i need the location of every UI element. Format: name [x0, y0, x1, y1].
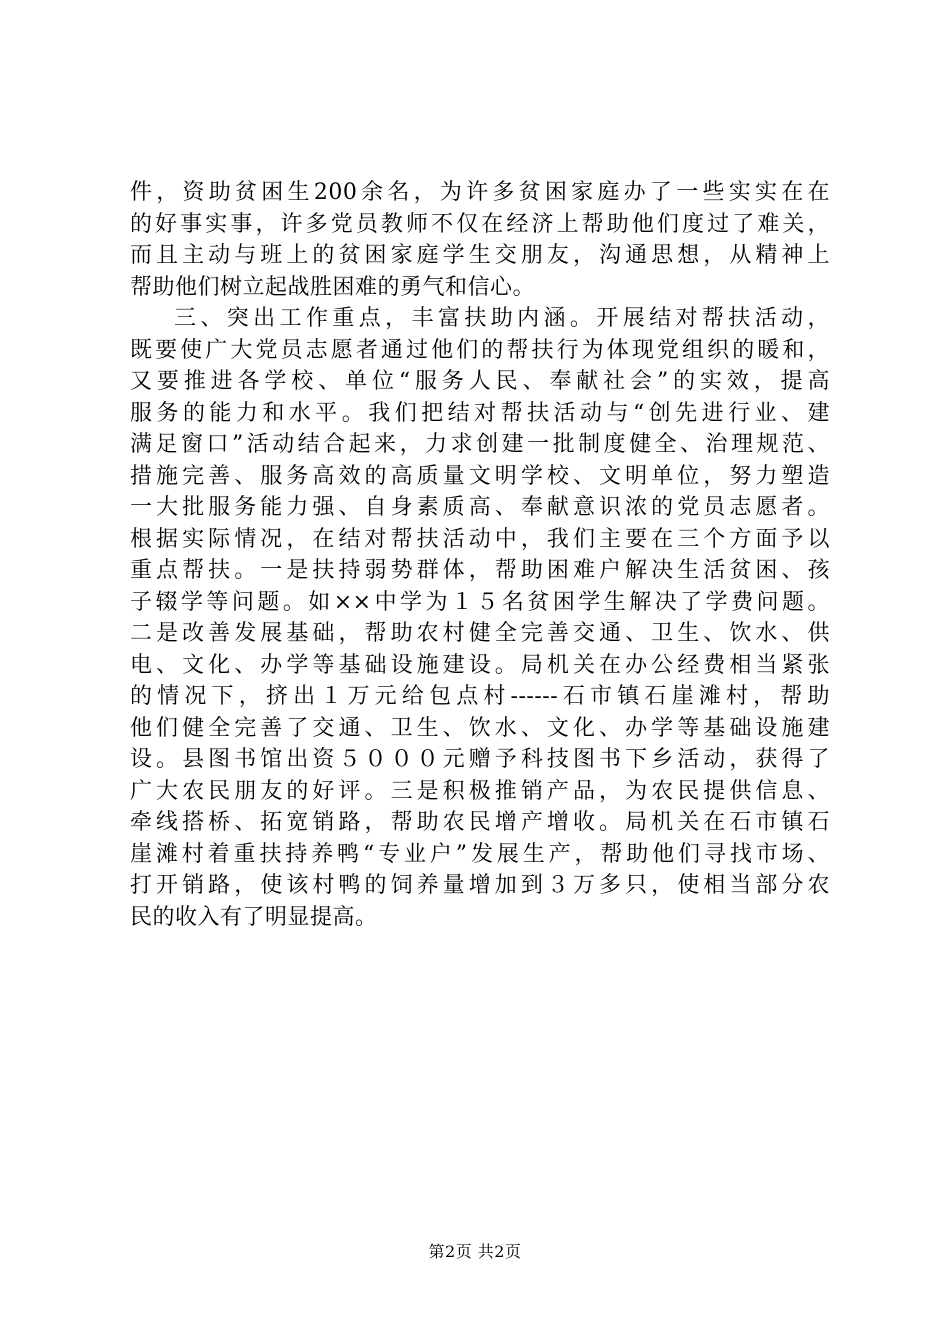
text-line: 广大农民朋友的好评。三是积极推销产品，为农民提供信息、 — [130, 778, 830, 804]
page-number-footer: 第2页 共2页 — [428, 1242, 522, 1261]
text-line: 一大批服务能力强、自身素质高、奉献意识浓的党员志愿者。 — [130, 495, 830, 520]
text-line: 打开销路，使该村鸭的饲养量增加到３万多只，使相当部分农 — [130, 873, 830, 898]
text-line: 件，资助贫困生200余名，为许多贫困家庭办了一些实实在在 — [130, 180, 830, 205]
text-line: 帮助他们树立起战胜困难的勇气和信心。 — [130, 274, 536, 300]
paragraph-start-line: 三、突出工作重点，丰富扶助内涵。开展结对帮扶活动， — [174, 306, 830, 331]
text-line: 满足窗口”活动结合起来，力求创建一批制度健全、治理规范、 — [130, 432, 830, 457]
text-line: 崖滩村着重扶持养鸭“专业户”发展生产，帮助他们寻找市场、 — [130, 841, 830, 867]
text-line: 服务的能力和水平。我们把结对帮扶活动与“创先进行业、建 — [130, 400, 830, 426]
text-line: 重点帮扶。一是扶持弱势群体，帮助困难户解决生活贫困、孩 — [130, 558, 830, 583]
text-line: 又要推进各学校、单位“服务人民、奉献社会”的实效，提高 — [130, 369, 830, 394]
text-line: 民的收入有了明显提高。 — [130, 904, 378, 930]
text-line: 电、文化、办学等基础设施建设。局机关在办公经费相当紧张 — [130, 652, 830, 678]
document-body — [130, 177, 830, 933]
text-line: 根据实际情况，在结对帮扶活动中，我们主要在三个方面予以 — [130, 526, 830, 552]
text-line: 而且主动与班上的贫困家庭学生交朋友，沟通思想，从精神上 — [130, 243, 830, 268]
text-line: 的好事实事，许多党员教师不仅在经济上帮助他们度过了难关， — [130, 211, 830, 237]
text-line: 设。县图书馆出资５０００元赠予科技图书下乡活动，获得了 — [130, 747, 830, 772]
text-line: 的情况下，挤出１万元给包点村------石市镇石崖滩村，帮助 — [130, 684, 830, 709]
text-line: 子辍学等问题。如××中学为１５名贫困学生解决了学费问题。 — [130, 589, 830, 615]
text-line: 措施完善、服务高效的高质量文明学校、文明单位，努力塑造 — [130, 463, 830, 489]
text-line: 二是改善发展基础，帮助农村健全完善交通、卫生、饮水、供 — [130, 621, 830, 646]
text-line: 牵线搭桥、拓宽销路，帮助农民增产增收。局机关在石市镇石 — [130, 810, 830, 835]
text-line: 既要使广大党员志愿者通过他们的帮扶行为体现党组织的暖和， — [130, 337, 830, 363]
text-line: 他们健全完善了交通、卫生、饮水、文化、办学等基础设施建 — [130, 715, 830, 741]
